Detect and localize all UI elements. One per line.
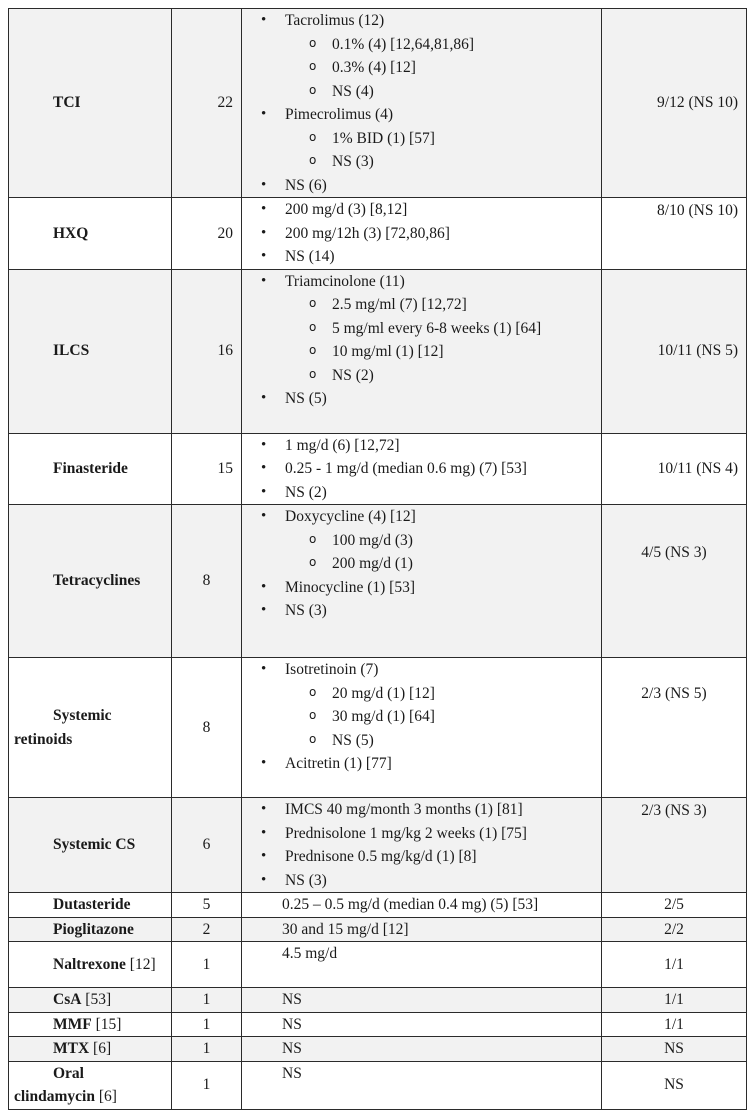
sub-bullet-item: o NS (4): [247, 80, 596, 104]
treatment-name: Oral clindamycin [6]: [9, 1061, 172, 1109]
table-row-mtx: [9, 1037, 747, 1062]
dosing-cell: [242, 505, 602, 658]
bullet-item: • NS (2): [247, 481, 596, 505]
bullet-item: • NS (3): [247, 599, 596, 623]
dosing-cell: [242, 198, 602, 270]
bullet-item: • IMCS 40 mg/month 3 months (1) [81]: [247, 798, 596, 822]
outcome-cell: 2/2: [602, 917, 747, 942]
sub-bullet-item: o 5 mg/ml every 6-8 weeks (1) [64]: [247, 317, 596, 341]
dosing-cell: 30 and 15 mg/d [12]: [242, 917, 602, 942]
bullet-item: • Minocycline (1) [53]: [247, 576, 596, 600]
sub-bullet-item: o 0.3% (4) [12]: [247, 56, 596, 80]
outcome-cell: NS: [602, 1061, 747, 1109]
bullet-item: • Prednisone 0.5 mg/kg/d (1) [8]: [247, 845, 596, 869]
sub-bullet-item: o NS (2): [247, 364, 596, 388]
table-row-systemic-cs: [9, 798, 747, 893]
treatment-name: Tetracyclines: [9, 505, 172, 658]
dosing-cell: [242, 798, 602, 893]
treatment-name: Naltrexone [12]: [9, 942, 172, 988]
sub-bullet-item: o 30 mg/d (1) [64]: [247, 705, 596, 729]
sub-bullet-item: o 200 mg/d (1): [247, 552, 596, 576]
dosing-cell: NS: [242, 1037, 602, 1062]
table-row-oral-clindamycin: [9, 1061, 747, 1109]
bullet-item: • NS (5): [247, 387, 596, 411]
sub-bullet-item: o NS (5): [247, 729, 596, 753]
treatment-name: TCI: [9, 9, 172, 198]
table-row-pioglitazone: [9, 917, 747, 942]
bullet-item: • Triamcinolone (11) o 2.5 mg/ml (7) [12,72] o 5 mg/ml every 6-8 weeks (1) [64] o 10 mg/ml (1) [12] o NS (2): [247, 270, 596, 388]
bullet-item: • Pimecrolimus (4) o 1% BID (1) [57] o NS (3): [247, 103, 596, 174]
outcome-cell: 9/12 (NS 10): [602, 9, 747, 198]
treatment-name: CsA [53]: [9, 988, 172, 1013]
patient-count: 1: [172, 1037, 242, 1062]
patient-count: 6: [172, 798, 242, 893]
sub-bullet-item: o 1% BID (1) [57]: [247, 127, 596, 151]
bullet-item: • NS (6): [247, 174, 596, 198]
outcome-cell: 1/1: [602, 1012, 747, 1037]
outcome-cell: NS: [602, 1037, 747, 1062]
bullet-item: • NS (3): [247, 869, 596, 893]
table-row-hxq: [9, 198, 747, 270]
outcome-cell: 1/1: [602, 988, 747, 1013]
sub-bullet-item: o 0.1% (4) [12,64,81,86]: [247, 33, 596, 57]
patient-count: 8: [172, 658, 242, 798]
table-row-tetracyclines: [9, 505, 747, 658]
bullet-item: • Tacrolimus (12) o 0.1% (4) [12,64,81,86] o 0.3% (4) [12] o NS (4): [247, 9, 596, 103]
patient-count: 8: [172, 505, 242, 658]
patient-count: 16: [172, 269, 242, 433]
table-row-naltrexone: [9, 942, 747, 988]
treatment-name: Dutasteride: [9, 893, 172, 918]
bullet-item: • 1 mg/d (6) [12,72]: [247, 434, 596, 458]
patient-count: 1: [172, 988, 242, 1013]
treatment-name: Pioglitazone: [9, 917, 172, 942]
dosing-cell: [242, 269, 602, 433]
dosing-cell: [242, 433, 602, 505]
outcome-cell: 2/3 (NS 3): [602, 798, 747, 893]
table-row-systemic-retinoids: [9, 658, 747, 798]
bullet-item: • Doxycycline (4) [12] o 100 mg/d (3) o 200 mg/d (1): [247, 505, 596, 576]
treatment-name: MMF [15]: [9, 1012, 172, 1037]
outcome-cell: 8/10 (NS 10): [602, 198, 747, 270]
dosing-cell: [242, 9, 602, 198]
treatment-name: Systemic CS: [9, 798, 172, 893]
patient-count: 15: [172, 433, 242, 505]
bullet-item: • 200 mg/12h (3) [72,80,86]: [247, 222, 596, 246]
patient-count: 1: [172, 1061, 242, 1109]
bullet-item: • 200 mg/d (3) [8,12]: [247, 198, 596, 222]
table-row-tci: [9, 9, 747, 198]
treatment-name: Systemic retinoids: [9, 658, 172, 798]
outcome-cell: 2/3 (NS 5): [602, 658, 747, 798]
patient-count: 22: [172, 9, 242, 198]
outcome-cell: 10/11 (NS 5): [602, 269, 747, 433]
table-row-csa: [9, 988, 747, 1013]
patient-count: 1: [172, 942, 242, 988]
dosing-cell: NS: [242, 988, 602, 1013]
outcome-cell: 10/11 (NS 4): [602, 433, 747, 505]
bullet-item: • Acitretin (1) [77]: [247, 752, 596, 776]
treatment-table: [8, 8, 747, 1110]
patient-count: 2: [172, 917, 242, 942]
dosing-cell: NS: [242, 1061, 602, 1109]
patient-count: 5: [172, 893, 242, 918]
dosing-cell: [242, 658, 602, 798]
treatment-name: Finasteride: [9, 433, 172, 505]
table-row-ilcs: [9, 269, 747, 433]
sub-bullet-item: o 10 mg/ml (1) [12]: [247, 340, 596, 364]
patient-count: 20: [172, 198, 242, 270]
table-row-dutasteride: [9, 893, 747, 918]
bullet-item: • 0.25 - 1 mg/d (median 0.6 mg) (7) [53]: [247, 457, 596, 481]
treatment-name: HXQ: [9, 198, 172, 270]
table-row-finasteride: [9, 433, 747, 505]
sub-bullet-item: o 2.5 mg/ml (7) [12,72]: [247, 293, 596, 317]
dosing-cell: 0.25 – 0.5 mg/d (median 0.4 mg) (5) [53]: [242, 893, 602, 918]
treatment-name: MTX [6]: [9, 1037, 172, 1062]
bullet-item: • NS (14): [247, 245, 596, 269]
sub-bullet-item: o 20 mg/d (1) [12]: [247, 682, 596, 706]
treatment-name: ILCS: [9, 269, 172, 433]
sub-bullet-item: o NS (3): [247, 150, 596, 174]
dosing-cell: 4.5 mg/d: [242, 942, 602, 988]
bullet-item: • Isotretinoin (7) o 20 mg/d (1) [12] o 30 mg/d (1) [64] o NS (5): [247, 658, 596, 752]
patient-count: 1: [172, 1012, 242, 1037]
outcome-cell: 2/5: [602, 893, 747, 918]
outcome-cell: 1/1: [602, 942, 747, 988]
table-row-mmf: [9, 1012, 747, 1037]
outcome-cell: 4/5 (NS 3): [602, 505, 747, 658]
dosing-cell: NS: [242, 1012, 602, 1037]
bullet-item: • Prednisolone 1 mg/kg 2 weeks (1) [75]: [247, 822, 596, 846]
sub-bullet-item: o 100 mg/d (3): [247, 529, 596, 553]
